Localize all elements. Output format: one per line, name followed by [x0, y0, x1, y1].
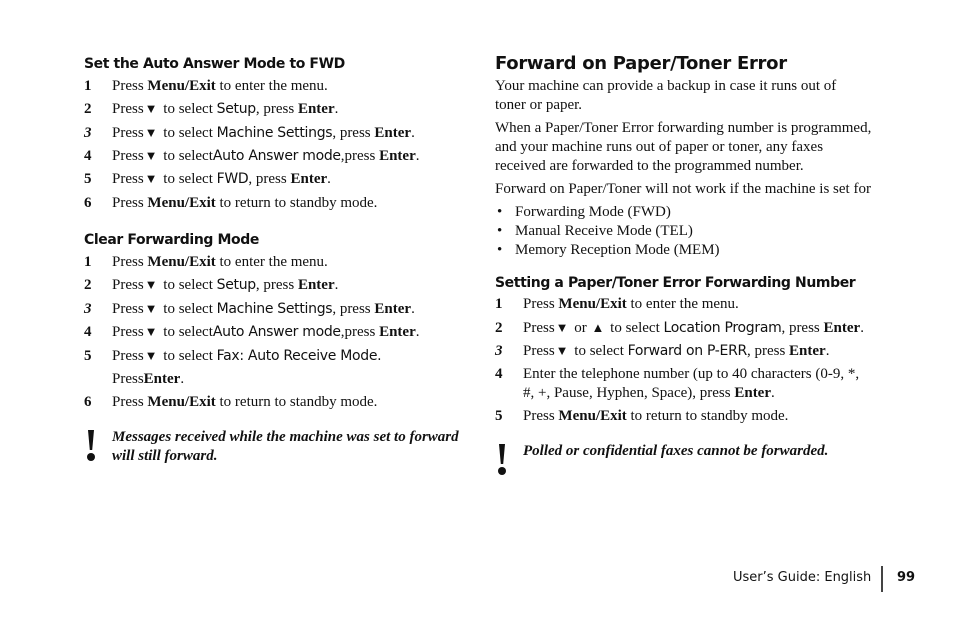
section-heading-clear-forwarding: Clear Forwarding Mode: [84, 232, 259, 248]
section-heading-error-forwarding: Setting a Paper/Toner Error Forwarding Number: [495, 275, 856, 291]
down-triangle-icon: ▼: [555, 343, 569, 358]
page-number: 99: [897, 570, 916, 585]
description-paragraph: When a Paper/Toner Error forwarding number is programmed, and your machine runs out of paper or toner, any faxes received are forwarded to the programmed number.: [495, 120, 872, 174]
down-triangle-icon: ▼: [144, 277, 158, 292]
down-triangle-icon: ▼: [555, 320, 569, 335]
down-triangle-icon: ▼: [144, 125, 158, 140]
down-triangle-icon: ▼: [144, 324, 158, 339]
section-heading-auto-answer: Set the Auto Answer Mode to FWD: [84, 56, 345, 72]
footer-guide-label: User’s Guide: English: [733, 570, 872, 585]
intro-paragraph: Your machine can provide a backup in case it runs out of toner or paper.: [495, 78, 837, 113]
limitation-paragraph: Forward on Paper/Toner will not work if the machine is set for: [495, 181, 871, 197]
down-triangle-icon: ▼: [144, 171, 158, 186]
down-triangle-icon: ▼: [144, 348, 158, 363]
up-triangle-icon: ▲: [591, 320, 605, 335]
down-triangle-icon: ▼: [144, 301, 158, 316]
footer-divider: [881, 566, 883, 592]
warning-note: Messages received while the machine was set to forward will still forward.: [112, 429, 459, 464]
down-triangle-icon: ▼: [144, 101, 158, 116]
page-title: Forward on Paper/Toner Error: [495, 53, 787, 74]
warning-note: Polled or confidential faxes cannot be forwarded.: [523, 443, 829, 459]
down-triangle-icon: ▼: [144, 148, 158, 163]
